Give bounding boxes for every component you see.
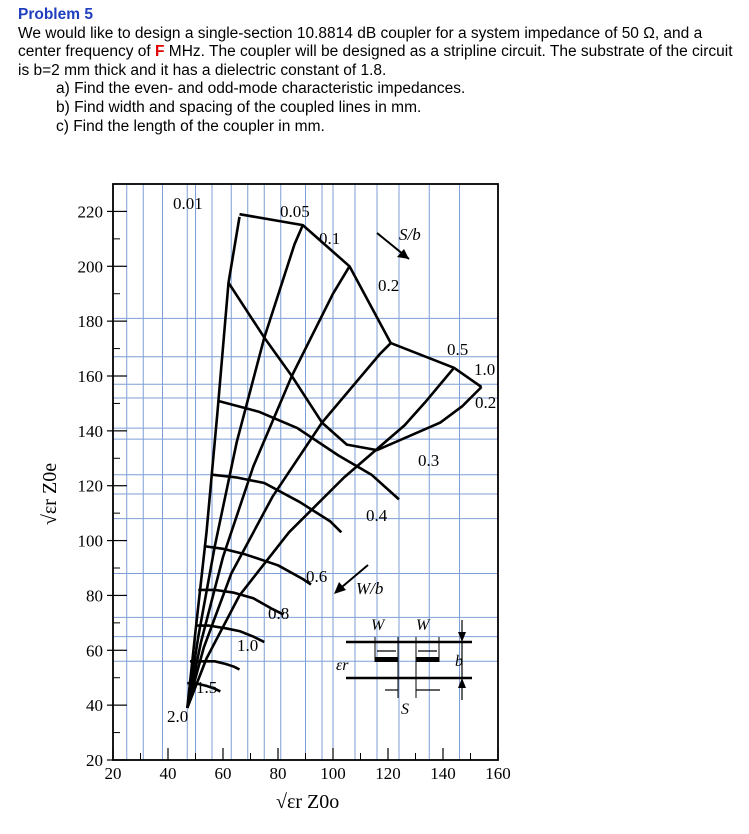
strip-left	[375, 657, 398, 662]
x-tick-label-80: 80	[269, 764, 287, 783]
stripline-cross-section-inset	[336, 617, 472, 718]
inset-w-label-1: W	[371, 617, 385, 634]
problem-title: Problem 5	[18, 6, 93, 23]
y-tick-label-220: 220	[77, 202, 103, 222]
x-tick-label-100: 100	[320, 764, 346, 783]
question-a: a) Find the even- and odd-mode characteristic impedances.	[56, 80, 466, 98]
w-label-20: 2.0	[167, 707, 189, 726]
frequency-symbol: F	[155, 43, 165, 61]
x-tick-label-40: 40	[159, 764, 177, 783]
y-tick-label-60: 60	[86, 641, 103, 661]
s-label-01: 0.1	[319, 229, 341, 248]
inset-w-label-2: W	[416, 617, 430, 634]
blue-grid-lines	[113, 184, 498, 760]
w-label-04: 0.4	[366, 506, 388, 525]
y-tick-label-140: 140	[77, 421, 103, 441]
s-label-10: 1.0	[474, 360, 496, 379]
y-tick-label-40: 40	[86, 696, 103, 716]
problem-text-1: We would like to design a single-section 10.8814 dB coupler for a system impedance of 50 Ω, and a center frequency of	[18, 24, 703, 61]
s-label-001: 0.01	[173, 194, 203, 213]
y-tick-label-120: 120	[77, 476, 103, 496]
question-c: c) Find the length of the coupler in mm.	[56, 117, 325, 135]
question-b: b) Find width and spacing of the coupled lines in mm.	[56, 98, 422, 116]
x-tick-label-60: 60	[214, 764, 232, 783]
s-over-b-arrow-label: S/b	[399, 225, 421, 244]
inset-s-label: S	[401, 701, 409, 718]
axis-ticks	[78, 202, 511, 783]
x-tick-label-140: 140	[430, 764, 456, 783]
x-tick-label-160: 160	[485, 764, 511, 783]
x-axis-title: √εr Z0o	[276, 791, 340, 813]
y-tick-label-200: 200	[77, 257, 103, 277]
w-label-10: 1.0	[237, 636, 259, 655]
y-tick-label-180: 180	[77, 312, 103, 332]
inset-b-label: b	[455, 653, 463, 670]
w-label-02: 0.2	[475, 393, 497, 412]
strip-right	[416, 657, 439, 662]
y-tick-label-80: 80	[86, 586, 103, 606]
y-tick-label-20: 20	[86, 751, 103, 770]
s-label-05: 0.5	[447, 340, 469, 359]
w-label-15: 1.5	[196, 678, 218, 697]
x-tick-label-120: 120	[375, 764, 401, 783]
y-tick-label-100: 100	[77, 531, 103, 551]
x-tick-label-20: 20	[104, 764, 122, 783]
s-label-005: 0.05	[280, 202, 310, 221]
w-label-06: 0.6	[306, 567, 328, 586]
w-label-03: 0.3	[418, 451, 440, 470]
y-axis-title: √εr Z0e	[39, 462, 61, 526]
w-over-b-arrow-label: W/b	[356, 579, 384, 598]
s-label-02: 0.2	[378, 276, 400, 295]
y-tick-label-160: 160	[77, 367, 103, 386]
inset-er-label: εr	[336, 657, 349, 674]
problem-text-2: MHz. The coupler will be designed as a stripline circuit. The substrate of the circuit is b=2 mm thick and it has a dielectric constant of 1.8.	[18, 43, 733, 79]
w-label-08: 0.8	[268, 604, 290, 623]
